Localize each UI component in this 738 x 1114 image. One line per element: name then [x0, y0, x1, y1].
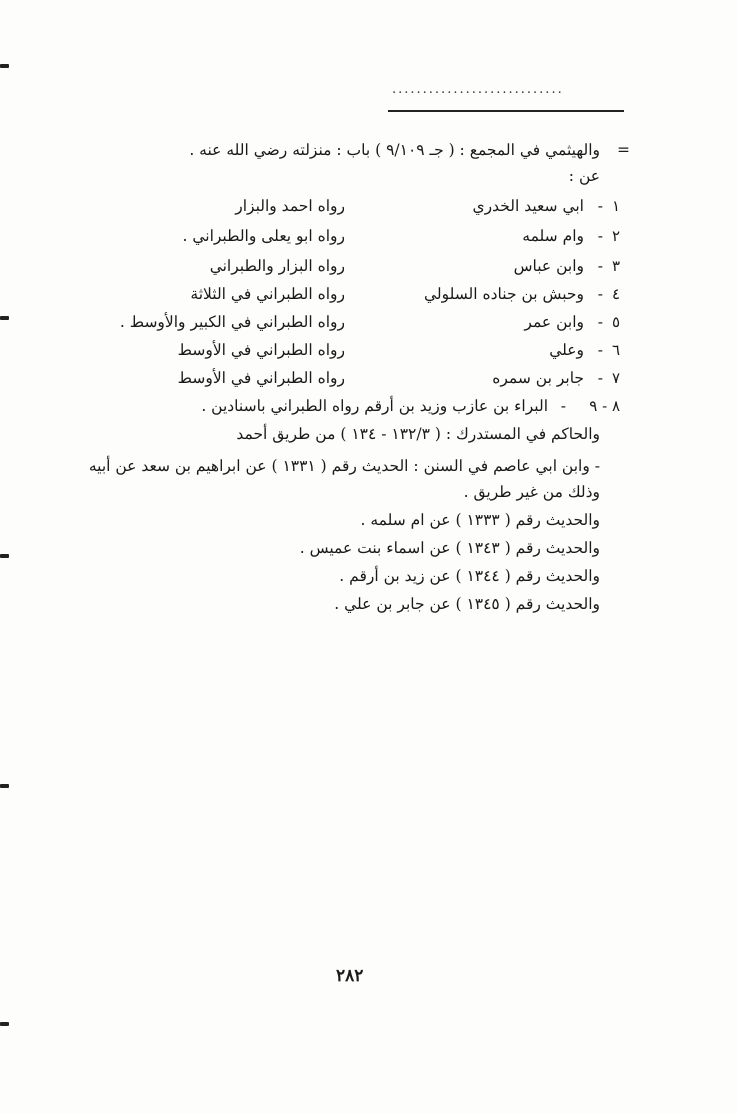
- item-dash: -: [597, 285, 603, 303]
- header-dots: ............................: [392, 82, 564, 97]
- item-number: ٧: [611, 369, 620, 387]
- intro-eq: =: [617, 141, 630, 159]
- scan-edge-mark: [0, 316, 9, 320]
- narrator-source: رواه البزار والطبراني: [209, 257, 345, 275]
- header-rule: [388, 110, 624, 112]
- item-number: ٤: [611, 285, 620, 303]
- item-number: ٢: [611, 227, 620, 245]
- item-dash: -: [597, 313, 603, 331]
- item-dash: -: [597, 197, 603, 215]
- scan-edge-mark: [0, 64, 9, 68]
- item-dash: -: [597, 341, 603, 359]
- item-number: ٨ - ٩: [589, 397, 620, 415]
- item-number: ٥: [611, 313, 620, 331]
- narrator-source: رواه الطبراني في الأوسط: [177, 341, 345, 359]
- item-dash: -: [597, 369, 603, 387]
- scan-edge-mark: [0, 554, 9, 558]
- hadith-item: والحديث رقم ( ١٣٤٣ ) عن اسماء بنت عميس .: [299, 539, 600, 557]
- narrator-name: وابن عمر: [524, 313, 584, 331]
- item-number: ٣: [611, 257, 620, 275]
- item-dash: -: [560, 397, 566, 415]
- narrator-source: رواه الطبراني في الكبير والأوسط .: [119, 313, 345, 331]
- narrator-name: وحبش بن جناده السلولي: [423, 285, 584, 303]
- narrator-name: وابن عباس: [513, 257, 584, 275]
- intro-line: والهيثمي في المجمع : ( جـ ٩/١٠٩ ) باب : منزلته رضي الله عنه .: [189, 141, 600, 159]
- hadith-item: والحديث رقم ( ١٣٣٣ ) عن ام سلمه .: [360, 511, 600, 529]
- narrator-source: رواه الطبراني في الأوسط: [177, 369, 345, 387]
- item-dash: -: [597, 227, 603, 245]
- item-text: البراء بن عازب وزيد بن أرقم رواه الطبراني باسنادين .: [201, 397, 548, 415]
- narrator-name: جابر بن سمره: [492, 369, 584, 387]
- ibn-abi-asim-line1: - وابن ابي عاصم في السنن : الحديث رقم ( ١٣٣١ ) عن ابراهيم بن سعد عن أبيه: [88, 457, 600, 475]
- narrator-source: رواه احمد والبزار: [235, 197, 345, 215]
- narrator-name: وام سلمه: [522, 227, 584, 245]
- narrator-source: رواه الطبراني في الثلاثة: [190, 285, 345, 303]
- scan-edge-mark: [0, 1022, 9, 1026]
- narrator-source: رواه ابو يعلى والطبراني .: [182, 227, 345, 245]
- hadith-item: والحديث رقم ( ١٣٤٤ ) عن زيد بن أرقم .: [339, 567, 600, 585]
- item-dash: -: [597, 257, 603, 275]
- narrator-name: وعلي: [549, 341, 584, 359]
- hadith-item: والحديث رقم ( ١٣٤٥ ) عن جابر بن علي .: [334, 595, 600, 613]
- page-number: ٢٨٢: [336, 966, 364, 986]
- ibn-abi-asim-line2: وذلك من غير طريق .: [463, 483, 600, 501]
- hakim-reference: والحاكم في المستدرك : ( ١٣٢/٣ - ١٣٤ ) من طريق أحمد: [236, 425, 600, 443]
- intro-from: عن :: [568, 167, 600, 185]
- scan-edge-mark: [0, 784, 9, 788]
- item-number: ٦: [611, 341, 620, 359]
- item-number: ١: [611, 197, 620, 215]
- narrator-name: ابي سعيد الخدري: [472, 197, 584, 215]
